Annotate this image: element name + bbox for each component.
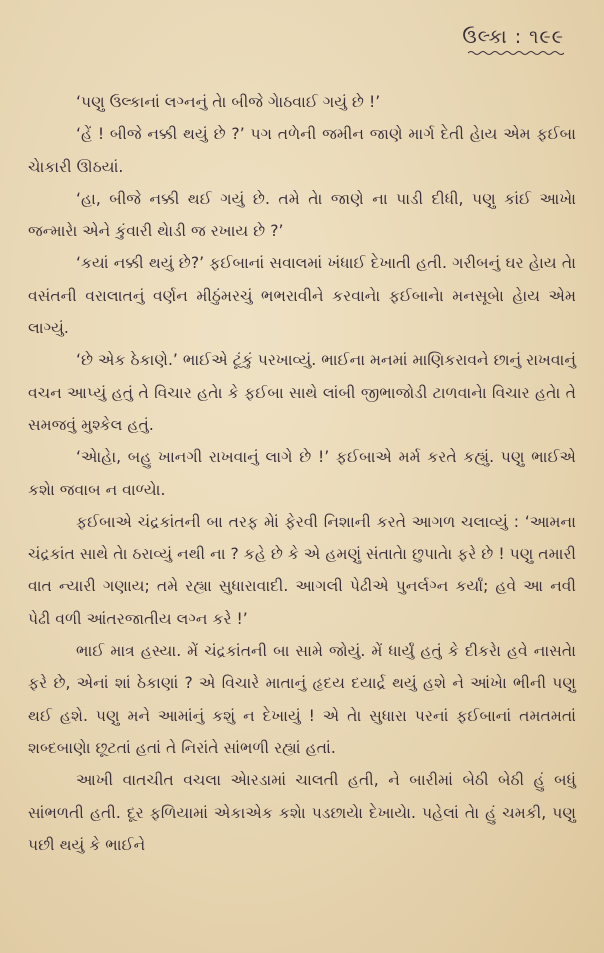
paragraph-9: આખી વાતચીત વચલા એારડામાં ચાલતી હતી, ને બારીમાં બેઠી બેઠી હું બધું સાંભળતી હતી. દૂર ફળિયામાં એકાએક કશેા પડછાયેા દેખાયેા. પહેલાં તેા હું ચમકી, પણુ પછી થયું કે ભાઈને: [28, 771, 576, 854]
page-header: [462, 26, 564, 56]
paragraph-3: ‘હા, બીજે નક્કી થઈ ગયું છે. તમે તેા જાણે ના પાડી દીધી, પણુ કાંઈ આખેા જન્મારેા એને કુંવારી થેાડી જ રખાય છે ?’: [28, 189, 576, 241]
running-title: ઉલ્કા : ૧૯૯: [462, 26, 564, 48]
paragraph-4: ‘કયાં નક્કી થયું છે?’ ફઈબાનાં સવાલમાં ખંધાઈ દેખાતી હતી. ગરીબનું ઘર હેાય તેા વસંતની વરાલાતનું વર્ણન મીઠુંમરચું ભભરાવીને કરવાનેા ફઈબાનેા મનસૂબેા હેાય એમ લાગ્યું.: [28, 254, 576, 338]
paragraph-8: ભાઈ માત્ર હસ્યા. મેં ચંદ્રકાંતની બા સામે જોયું. મેં ધાર્યું હતું કે દીકરેા હવે નાસતેા ફરે છે, એનાં શાં ઠેકાણાં ? એ વિચારે માતાનું હૃદય દયાર્દ્ર થયું હશે ને આંખેા ભીની પણુ થઈ હશે. પણુ મને આમાંનું કશું ન દેખાયું ! એ તેા સુધારા પરનાં ફઈબાનાં તમતમતાં શબ્દબાણેા છૂટતાં હતાં તે નિરાંતે સાંભળી રહ્યાં હતાં.: [28, 642, 576, 757]
paragraph-2: ‘હેં ! બીજે નક્કી થયું છે ?’ પગ તળેની જમીન જાણે માર્ગ દેતી હેાય એમ ફઈબા ચેાકારી ઊઠયાં.: [28, 125, 576, 176]
paragraph-7: ફઈબાએ ચંદ્રકાંતની બા તરફ મેાં ફેરવી નિશાની કરતે આગળ ચલાવ્યું : ‘આમના ચંદ્રકાંત સાથે તેા ઠરાવ્યું નથી ના ? કહે છે કે એ હમણું સંતાતેા છુપાતેા ફરે છે ! પણુ તમારી વાત ન્યારી ગણાય; તમે રહ્યા સુધારાવાદી. આગલી પેઢીએ પુનર્લગ્ન કર્યાં; હવે આ નવી પેઢી વળી આંતરજાતીય લગ્ન કરે !’: [28, 512, 576, 628]
paragraph-6: ‘એાહેા, બહુ ખાનગી રાખવાનું લાગે છે !’ ફઈબાએ મર્મ કરતે કહ્યું. પણુ ભાઈએ કશેા જવાબ ન વાળ્યેા.: [28, 448, 576, 499]
paragraph-5: ‘છે એક ઠેકાણે.’ ભાઈએ ટૂંકું પરખાવ્યું. ભાઈના મનમાં માણિકરાવને છાનું રાખવાનું વચન આપ્યું હતું તે વિચાર હતેા કે ફઈબા સાથે લાંબી જીભાજોડી ટાળવાનેા વિચાર હતેા તે સમજવું મુશ્કેલ હતું.: [28, 351, 576, 434]
body-text: [28, 86, 576, 861]
paragraph-1: ‘પણુ ઉલ્કાનાં લગ્નનું તેા બીજે ગેાઠવાઈ ગયું છે !’: [76, 93, 381, 111]
header-wavy-rule: [468, 50, 564, 56]
